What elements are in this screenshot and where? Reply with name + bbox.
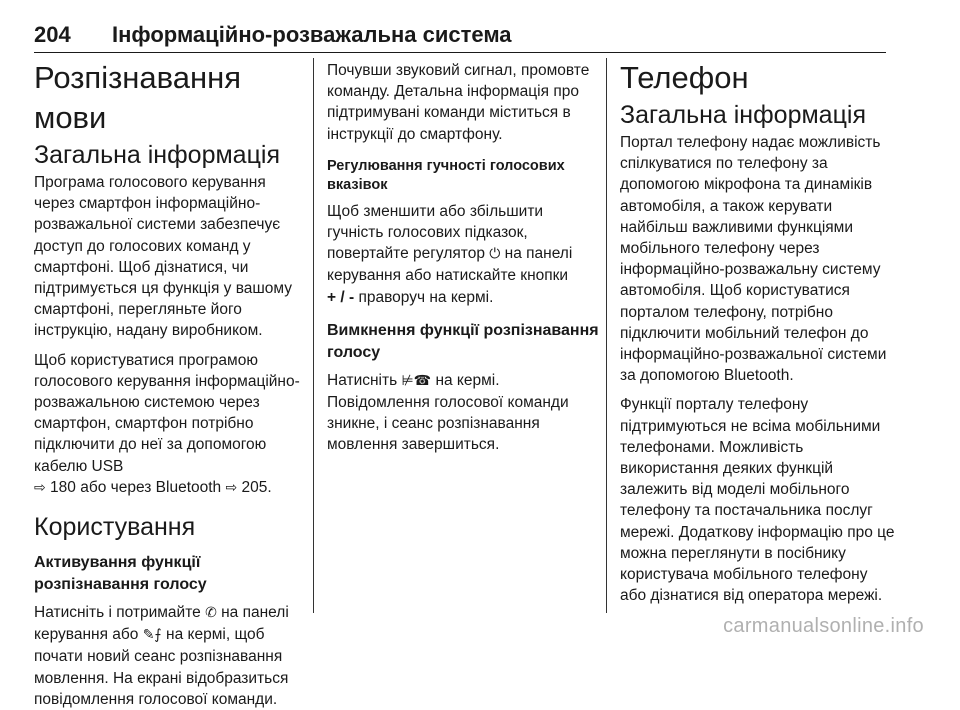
- paragraph-deactivate-voice: Натисніть ⊭☎ на кермі.: [327, 371, 500, 389]
- column-divider-2: [606, 58, 607, 613]
- paragraph-speech-connect: Щоб користуватися програмою голосового керування інформаційно-розважальною системою через смартфон, смартфон потрібно підключити до неї за допомогою кабелю USB ⇨ 180 або через Bluetooth ⇨ 205.: [34, 351, 300, 496]
- column-2: [327, 58, 602, 456]
- paragraph-session-end: Повідомлення голосової команди зникне, і сеанс розпізнавання мовлення завершиться.: [327, 394, 569, 454]
- reference-arrow-icon: ⇨: [225, 479, 238, 496]
- volume-keys: + / -: [327, 288, 355, 306]
- phone-handset-icon: ✆: [205, 605, 217, 622]
- page-ref-bluetooth[interactable]: 205.: [241, 478, 272, 496]
- subsection-general-speech: Загальна інформація: [34, 141, 280, 169]
- heading-activate-voice: Активування функції розпізнавання голосу: [34, 554, 207, 594]
- paragraph-volume: Щоб зменшити або збільшити гучність голосових підказок, повертайте регулятор ⏻ на панелі керування або натискайте кнопки + / - праворуч на кермі.: [327, 202, 573, 306]
- paragraph-phone-support: Функції порталу телефону підтримуються не всіма мобільними телефонами. Можливість використання деяких функцій залежить від моделі мобільного телефону та постачальника послуг мережі. Додаткову інформацію про це можна переглянути в посібнику користувача мобільного телефону або дізнатися від оператора мережі.: [620, 396, 895, 605]
- page-ref-usb[interactable]: 180: [50, 478, 76, 496]
- heading-volume: Регулювання гучності голосових вказівок: [327, 157, 565, 193]
- power-knob-icon: ⏻: [489, 246, 501, 263]
- chapter-title: Інформаційно-розважальна система: [112, 22, 512, 47]
- mute-hangup-icon: ⊭☎: [401, 372, 432, 389]
- heading-deactivate-voice: Вимкнення функції розпізнавання голосу: [327, 321, 599, 361]
- paragraph-phone-intro: Портал телефону надає можливість спілкуватися по телефону за допомогою мікрофона та динаміків автомобіля, а також керувати найбільш важливими функціями мобільного телефону через інформаційно-розважальну систему автомобіля. Щоб користуватися порталом телефону, потрібно підключити мобільний телефон до інформаційно-розважальної системи за допомогою Bluetooth.: [620, 134, 887, 385]
- subsection-usage: Користування: [34, 513, 196, 542]
- page-header: [34, 22, 886, 48]
- paragraph-speech-intro: Програма голосового керування через смартфон інформаційно-розважальної системи забезпечує доступ до голосових команд у смартфоні. Щоб дізнатися, чи підтримується ця функція у вашому смартфоні, перегляньте його інструкцію, надану виробником.: [34, 174, 293, 340]
- column-divider-1: [313, 58, 314, 613]
- section-title-speech: Розпізнавання мови: [34, 60, 242, 135]
- page-number: 204: [34, 22, 71, 47]
- voice-control-steering-icon: ✎⨍: [142, 627, 162, 644]
- watermark: carmanualsonline.info: [723, 615, 924, 637]
- column-3: [620, 58, 895, 606]
- header-rule: [34, 52, 886, 53]
- paragraph-activate-voice: Натисніть і потримайте ✆ на панелі керування або ✎⨍ на кермі, щоб почати новий сеанс розпізнавання мовлення. На екрані відобразиться повідомлення голосової команди.: [34, 604, 289, 708]
- paragraph-speak-command: Почувши звуковий сигнал, промовте команду. Детальна інформація про підтримувані команди міститься в інструкції до смартфону.: [327, 62, 590, 143]
- reference-arrow-icon: ⇨: [34, 479, 46, 496]
- section-title-phone: Телефон: [620, 60, 749, 95]
- subsection-general-phone: Загальна інформація: [620, 101, 866, 129]
- column-1: [34, 58, 304, 710]
